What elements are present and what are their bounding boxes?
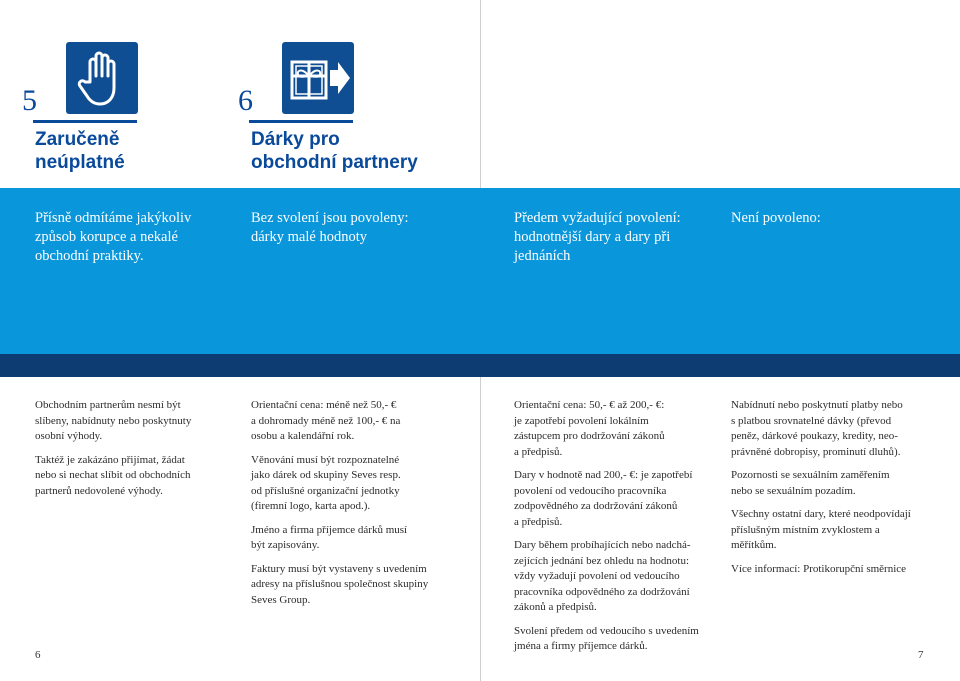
paragraph: Orientační cena: 50,- € až 200,- €: je zapotřebí povolení lokálním zástupcem pro dodržování zákonů a předpisů. [514, 399, 665, 458]
paragraph: Svolení předem od vedoucího s uvedením jména a firmy příjemce dárků. [514, 624, 699, 652]
paragraph: Nabídnutí nebo poskytnutí platby nebo s platbou srovnatelné dávky (převod peněz, dárkové poukazy, kredity, neo- právněné dobropisy, prominutí dluhů). [731, 399, 903, 458]
paragraph: Obchodním partnerům nesmí být slíbeny, nabídnuty nebo poskytnuty osobní výhody. [35, 399, 192, 442]
paragraph: Jméno a firma příjemce dárků musí být zapisovány. [251, 523, 408, 551]
paragraph: Dary během probíhajících nebo nadchá- zejících jednání bez ohledu na hodnotu: vždy vyžadují povolení od vedoucího pracovníka odpovědného za dodržování zákonů a předpisů. [514, 539, 691, 613]
band-text-col2: Bez svolení jsou povoleny: dárky malé hodnoty [251, 210, 409, 245]
section-5-rule [33, 120, 137, 123]
section-6-rule [249, 120, 353, 123]
body-column-2 [251, 398, 466, 616]
section-title-5 [35, 128, 125, 174]
band-text-col3: Předem vyžadující povolení: hodnotnější dary a dary při jednáních [514, 210, 681, 264]
paragraph: Více informací: Protikorupční směrnice [731, 562, 907, 575]
section-number-6: 6 [238, 84, 253, 117]
band-footer-strip [0, 354, 960, 377]
band-text-col1: Přísně odmítáme jakýkoliv způsob korupce a nekalé obchodní praktiky. [35, 210, 192, 264]
section-number-5: 5 [22, 84, 37, 117]
title-line-1: Zaručeně neúplatné [35, 129, 125, 173]
section-title-6 [251, 128, 418, 174]
paragraph: Taktéž je zakázáno přijímat, žádat nebo si nechat slíbit od obchodních partnerů nedovolené výhody. [35, 453, 191, 497]
body-column-4 [731, 398, 946, 585]
paragraph: Dary v hodnotě nad 200,- €: je zapotřebí povolení od vedoucího pracovníka zodpovědného za dodržování zákonů a předpisů. [514, 469, 693, 528]
page-number-right: 7 [918, 649, 924, 661]
page-number-left: 6 [35, 649, 41, 661]
gift-arrow-icon [282, 42, 354, 114]
paragraph: Všechny ostatní dary, které neodpovídají příslušným místním zvyklostem a měřítkům. [731, 508, 911, 551]
body-column-3 [514, 398, 719, 663]
title-line-1: Dárky pro obchodní partnery [251, 129, 418, 173]
body-column-1 [35, 398, 235, 507]
paragraph: Faktury musí být vystaveny s uvedením adresy na příslušnou společnost skupiny Seves Group. [251, 562, 429, 606]
band-text-col4: Není povoleno: [731, 210, 821, 226]
stop-hand-icon [66, 42, 138, 114]
paragraph: Orientační cena: méně než 50,- € a dohromady méně než 100,- € na osobu a kalendářní rok. [251, 399, 401, 442]
paragraph: Věnování musí být rozpoznatelné jako dárek od skupiny Seves resp. od příslušné organizační jednotky (firemní logo, karta apod.). [251, 453, 401, 512]
paragraph: Pozornosti se sexuálním zaměřením nebo se sexuálním pozadím. [731, 469, 890, 497]
